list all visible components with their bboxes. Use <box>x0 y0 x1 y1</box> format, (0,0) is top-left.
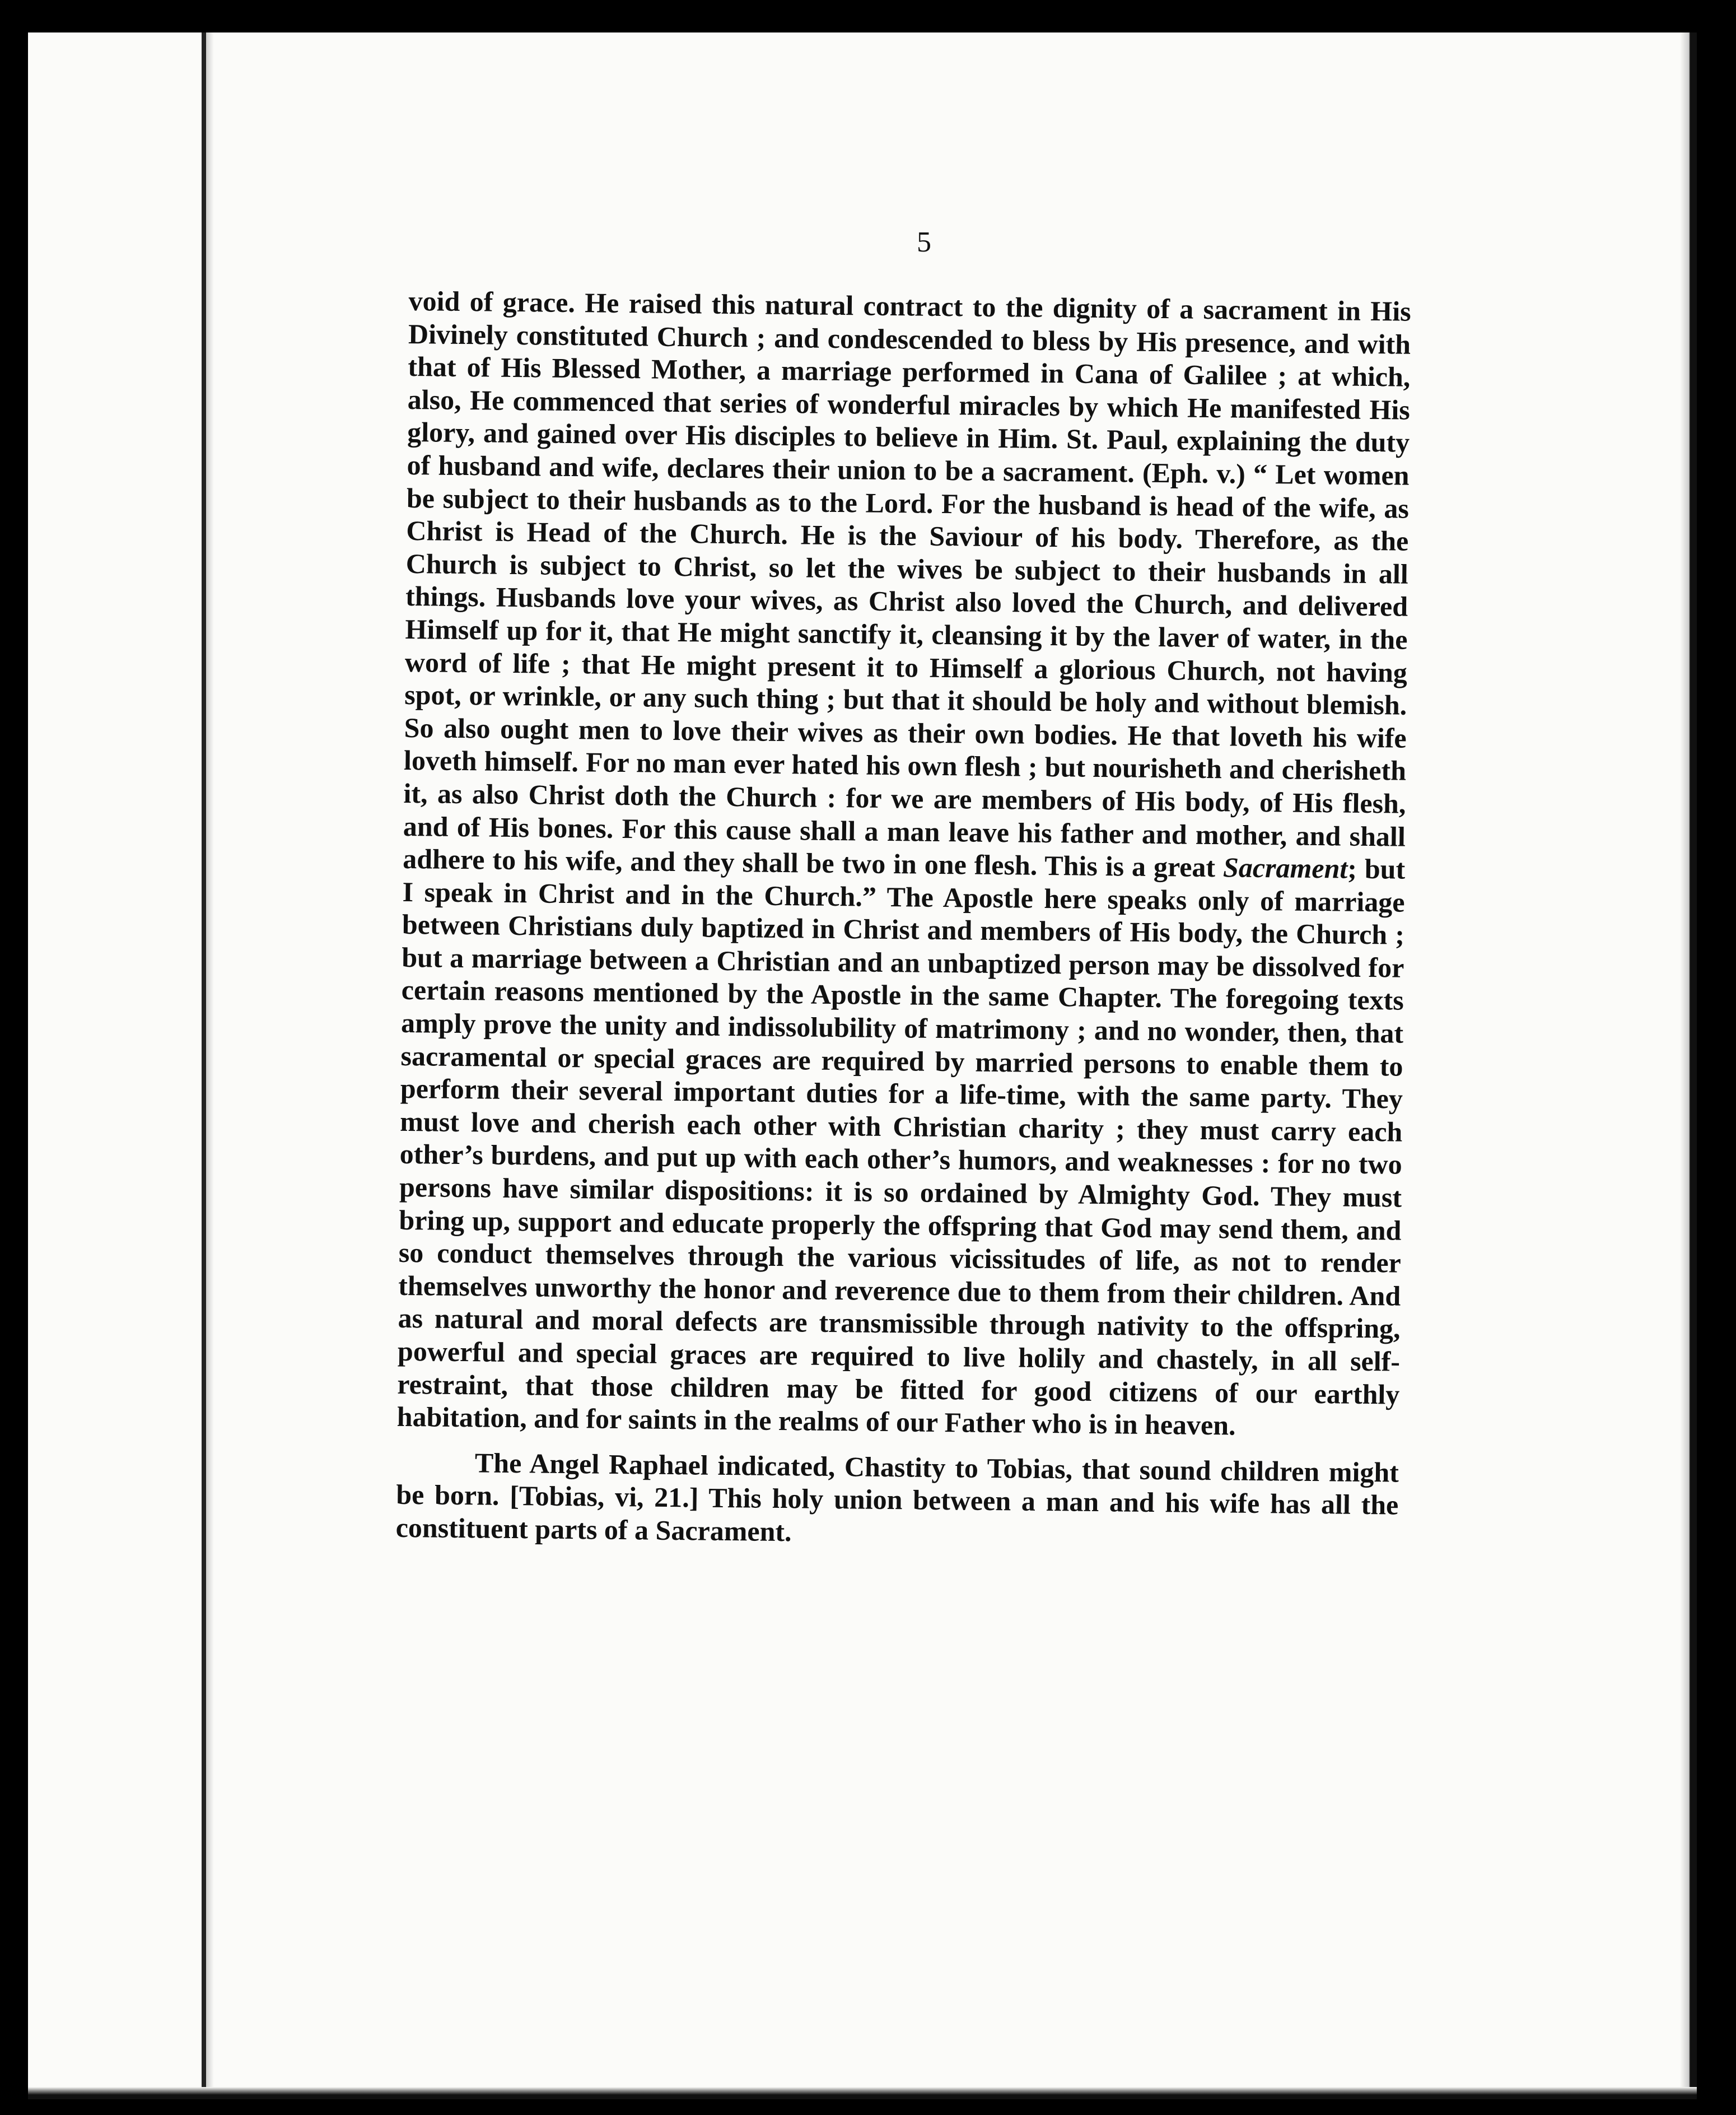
paragraph-2: The Angel Raphael indicated, Chastity to Tobias, that sound children might be born. [Tobias, vi, 21.] This holy union between a man and his wife has all the constituent parts of a Sacrament. <box>395 1447 1399 1548</box>
page-bottom-edge <box>28 2087 1697 2099</box>
book-page <box>28 32 1697 2099</box>
paragraph-1 <box>397 285 1411 1443</box>
binding-gutter-shadow <box>206 32 214 2099</box>
paragraph-1-text: void of grace. He raised this natural contract to the dignity of a sacrament in His Divinely constituted Church ; and condescended to bless by His presence, and with that of His Blessed Mother, a marriage performed in Cana of Galilee ; at which, also, He commenced that series of wonderful miracles by which He manifested His glory, and gained over His disciples to believe in Him. St. Paul, explaining the duty of husband and wife, declares their union to be a sacrament. (Eph. v.) “ Let women be subject to their husbands as to the Lord. For the husband is head of the wife, as Christ is Head of the Church. He is the Saviour of his body. Therefore, as the Church is subject to Christ, so let the wives be subject to their husbands in all things. Husbands love your wives, as Christ also loved the Church, and delivered Himself up for it, that He might sanctify it, cleansing it by the laver of water, in the word of life ; that He might present it to Himself a glorious Church, not having spot, or wrinkle, or any such thing ; but that it should be holy and without blemish. So also ought men to love their wives as their own bodies. He that loveth his wife loveth himself. For no man ever hated his own flesh ; but nourisheth and cherisheth it, as also Christ doth the Church : for we are members of His body, of His flesh, and of His bones. For this cause shall a man leave his father and mother, and shall adhere to his wife, and they shall be two in one flesh. This is a great <box>402 285 1411 883</box>
paragraph-1-rest: ; but I speak in Christ and in the Church.” The Apostle here speaks only of marriage between Christians duly baptized in Christ and members of His body, the Church ; but a marriage between a Christian and an unbaptized person may be dissolved for certain reasons mentioned by the Apostle in the same Chapter. The foregoing texts amply prove the unity and indissolubility of matrimony ; and no wonder, then, that sacramental or special graces are required by married persons to enable them to perform their several important duties for a life-time, with the same party. They must love and cherish each other with Christian charity ; they must carry each other’s burdens, and put up with each other’s humors, and weaknesses : for no two persons have similar dispositions: it is so ordained by Almighty God. They must bring up, support and educate properly the offspring that God may send them, and so conduct themselves through the various vicissitudes of life, as not to render themselves unworthy the honor and reverence due to them from their children. And as natural and moral defects are transmissible through nativity to the offspring, powerful and special graces are required to live holily and chastely, in all self-restraint, that those children may be fitted for good citizens of our earthly habitation, and for saints in the realms of our Father who is in heaven. <box>396 852 1406 1441</box>
page-right-edge <box>1680 32 1697 2099</box>
binding-gutter-line <box>202 32 206 2099</box>
body-text <box>395 285 1411 1554</box>
sacrament-word: Sacrament <box>1222 851 1348 884</box>
page-number: 5 <box>917 226 931 258</box>
